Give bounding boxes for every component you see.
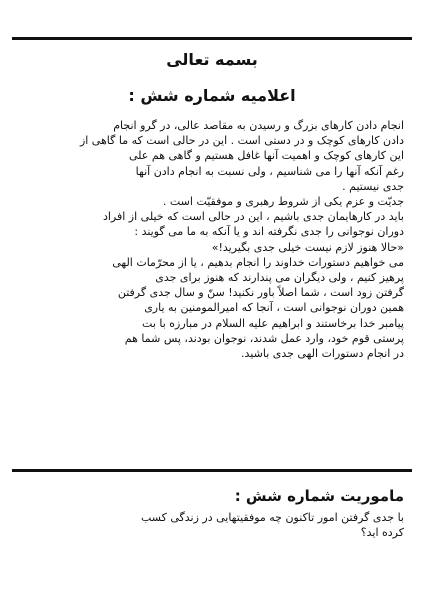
- assignment-line: کرده اید؟: [360, 526, 404, 540]
- body-line: پیامبر خدا برخاستند و ابراهیم علیه السلام در مبارزه با بت: [142, 316, 404, 330]
- assignment-line: با جدی گرفتن امور تاکنون چه موفقیتهایی در زندگی کسب: [141, 511, 404, 524]
- assignment-title: ماموریت شماره شش :: [234, 487, 404, 505]
- top-divider: [12, 37, 412, 40]
- body-line: پرستی قوم خود، وارد عمل شدند، نوجوان بودند، پس شما هم: [124, 331, 404, 345]
- body-line: همین دوران نوجوانی است ، آنجا که امیرالمومنین به یاری: [144, 301, 404, 315]
- basmala-heading: بسمه تعالی: [166, 50, 258, 69]
- assignment-body: [16, 510, 404, 540]
- body-line: دادن کارهای کوچک و در دستی است . این در حالی است که ما گاهی از: [79, 134, 404, 148]
- body-line: گرفتن زود است ، شما اصلاً باور نکنید! سنّ و سال جدی گرفتن: [117, 286, 404, 300]
- announcement-body: [16, 118, 404, 361]
- bottom-divider: [12, 469, 412, 472]
- body-line: رغم آنکه آنها را می شناسیم ، ولی نسبت به انجام دادن آنها: [135, 164, 404, 178]
- body-line: این کارهای کوچک و اهمیت آنها غافل هستیم و گاهی هم علی: [129, 149, 404, 163]
- body-line: می خواهیم دستورات خداوند را انجام بدهیم ، یا از محرّمات الهی: [112, 255, 404, 269]
- body-line: دوران نوجوانی را جدی نگرفته اند و یا آنکه به ما می گویند :: [134, 225, 404, 239]
- body-line: انجام دادن کارهای بزرگ و رسیدن به مقاصد عالی، در گرو انجام: [113, 119, 404, 132]
- body-line: در انجام دستورات الهی جدی باشید.: [241, 347, 404, 361]
- announcement-title: اعلامیه شماره شش :: [128, 86, 296, 105]
- body-line: باید در کارهایمان جدی باشیم ، این در حالی است که خیلی از افراد: [102, 210, 404, 224]
- body-line: جدیّت و عزم یکی از شروط رهبری و موفقیّت است .: [162, 195, 404, 209]
- body-line: جدی نیستیم .: [342, 179, 404, 193]
- body-line: «حالا هنوز لازم نیست خیلی جدی بگیرید!»: [211, 240, 404, 254]
- body-line: پرهیز کنیم ، ولی دیگران می پندارند که هنوز برای جدی: [155, 271, 404, 285]
